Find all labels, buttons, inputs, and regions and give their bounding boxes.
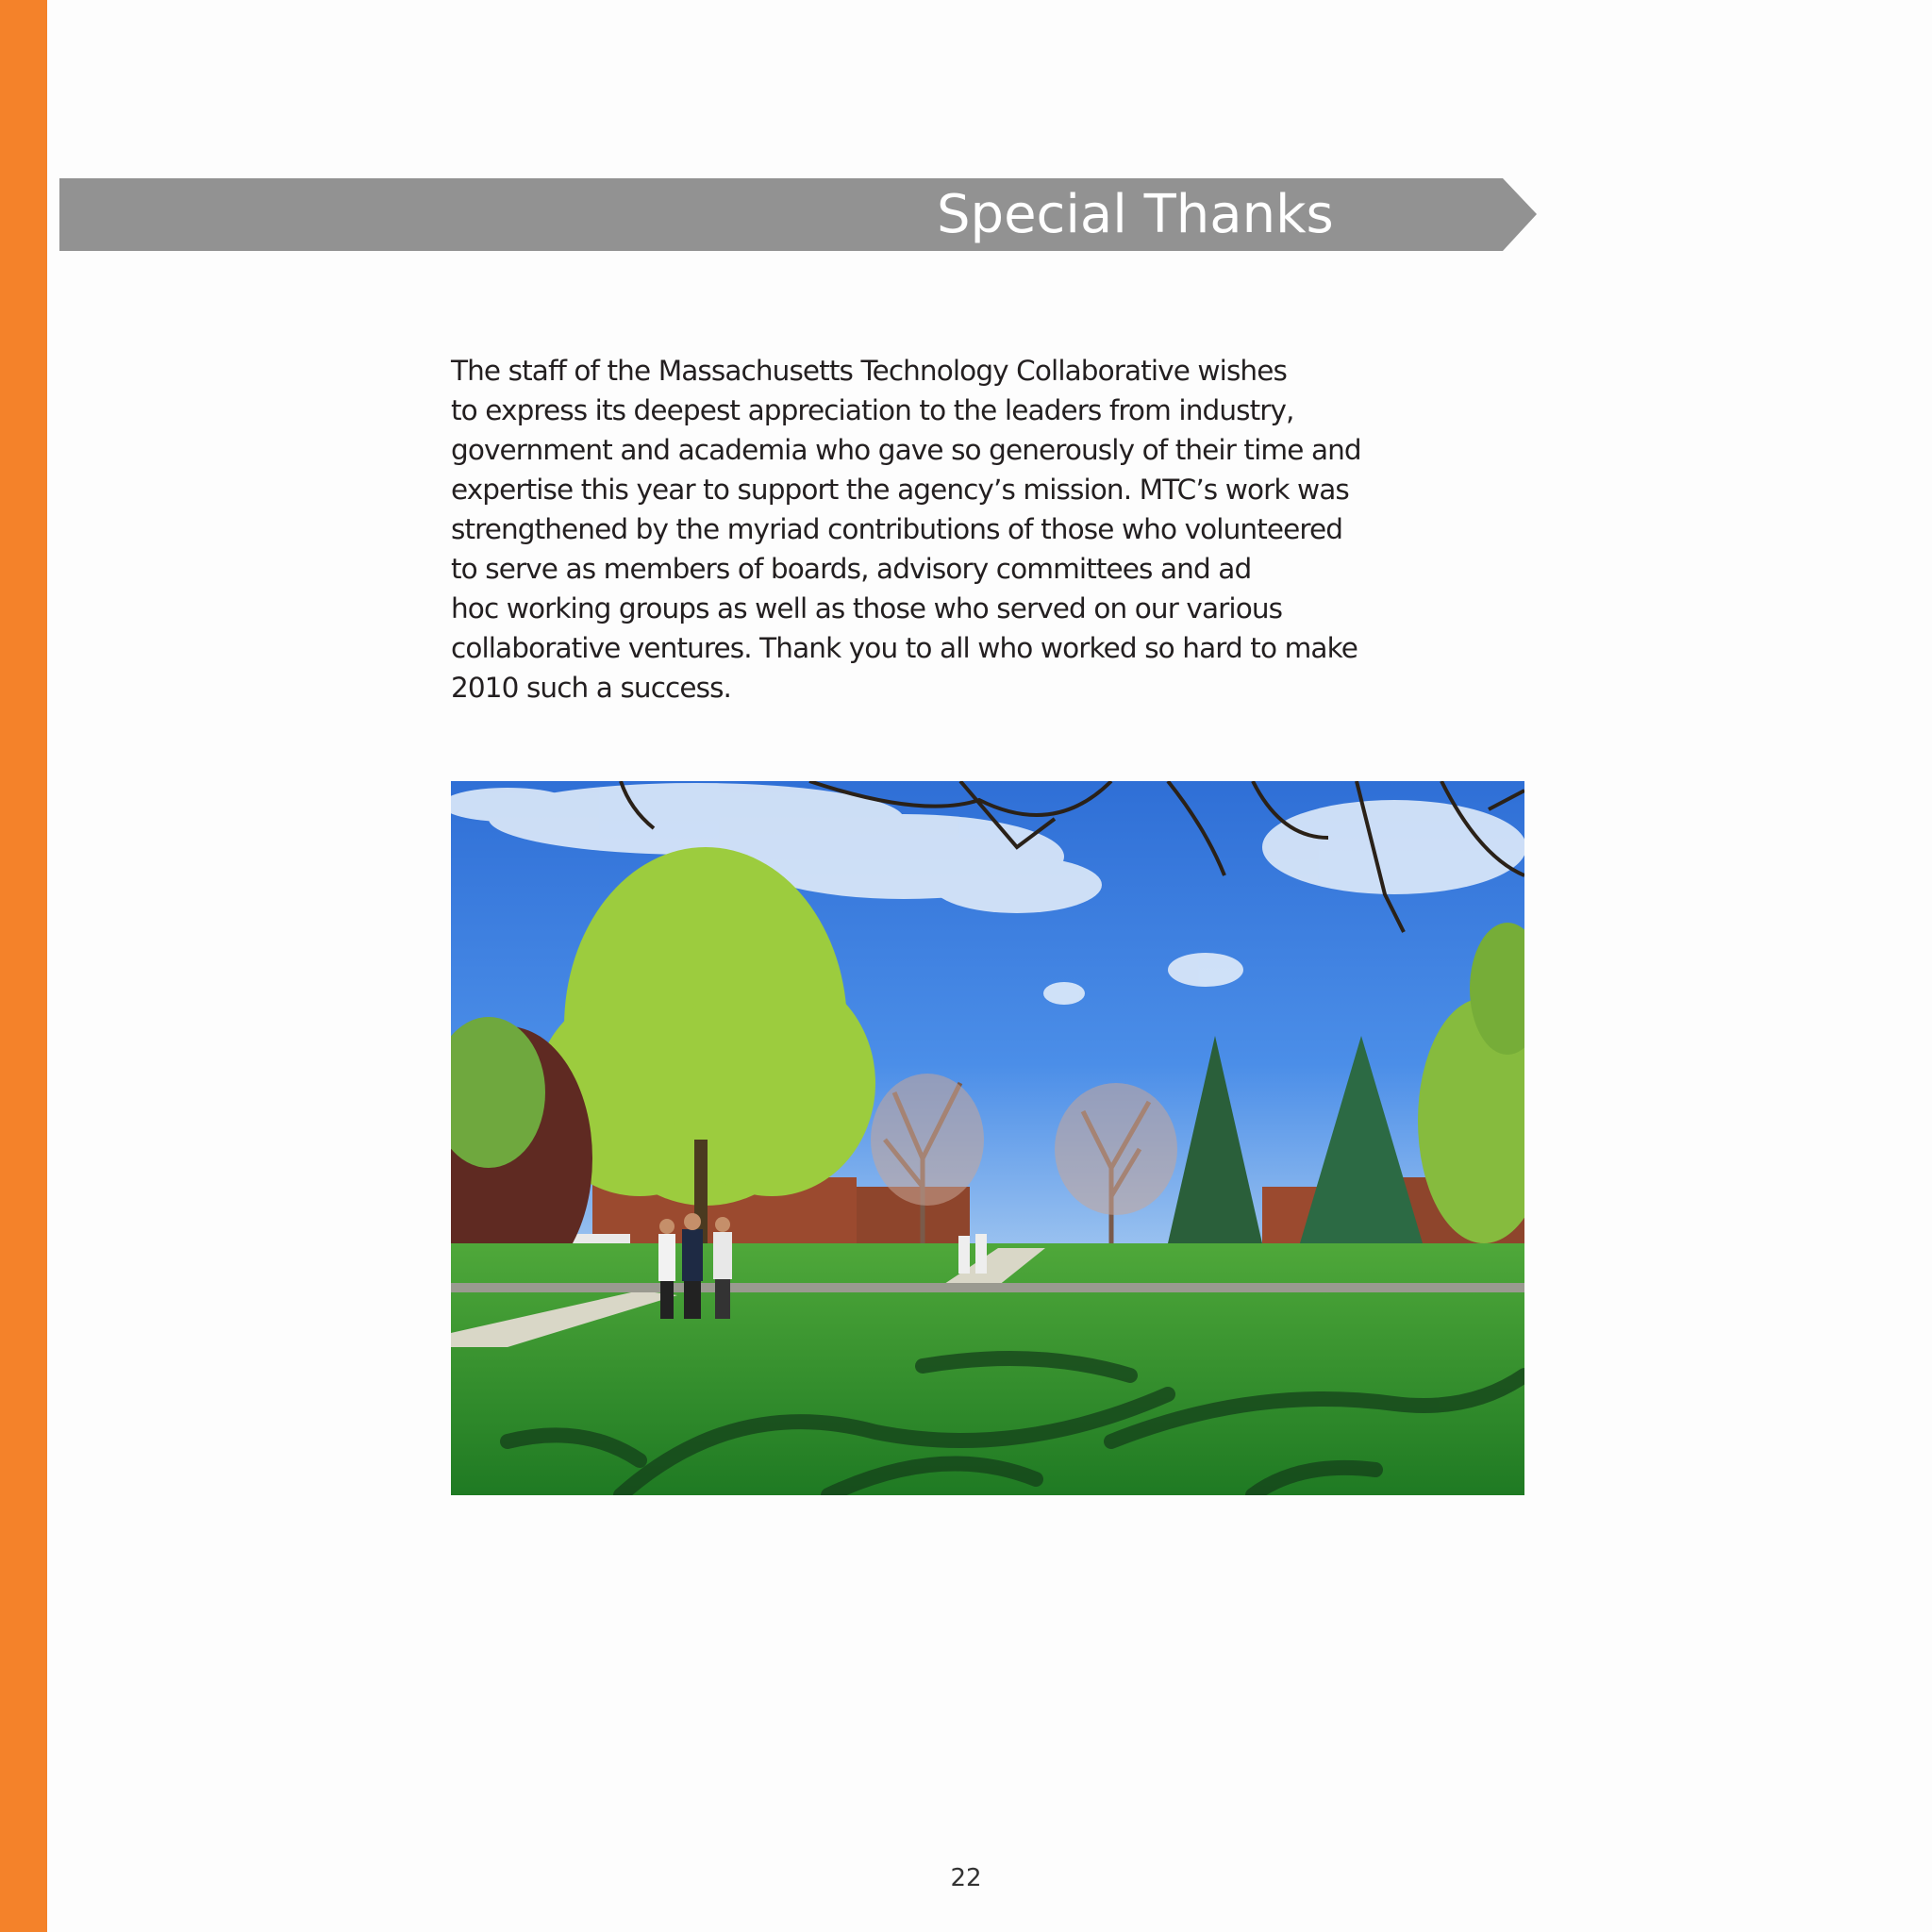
page-number: 22 xyxy=(950,1864,982,1892)
orange-side-bar xyxy=(0,0,47,1932)
paragraph-line: to serve as members of boards, advisory committees and ad xyxy=(451,553,1252,585)
paragraph-line: collaborative ventures. Thank you to all who worked so hard to make xyxy=(451,632,1357,664)
paragraph-line: to express its deepest appreciation to the leaders from industry, xyxy=(451,394,1294,426)
paragraph-line: The staff of the Massachusetts Technology Collaborative wishes xyxy=(451,355,1287,387)
paragraph-line: strengthened by the myriad contributions of those who volunteered xyxy=(451,513,1343,545)
paragraph-line: 2010 such a success. xyxy=(451,672,732,704)
paragraph-line: expertise this year to support the agency’s mission. MTC’s work was xyxy=(451,474,1349,506)
paragraph-line: government and academia who gave so generously of their time and xyxy=(451,434,1361,466)
page-title: Special Thanks xyxy=(937,184,1334,245)
campus-photo-illustration xyxy=(451,781,1524,1495)
thanks-paragraph xyxy=(451,351,1375,708)
paragraph-line: hoc working groups as well as those who served on our various xyxy=(451,592,1283,625)
campus-photo xyxy=(451,781,1524,1495)
title-banner xyxy=(59,178,1537,251)
